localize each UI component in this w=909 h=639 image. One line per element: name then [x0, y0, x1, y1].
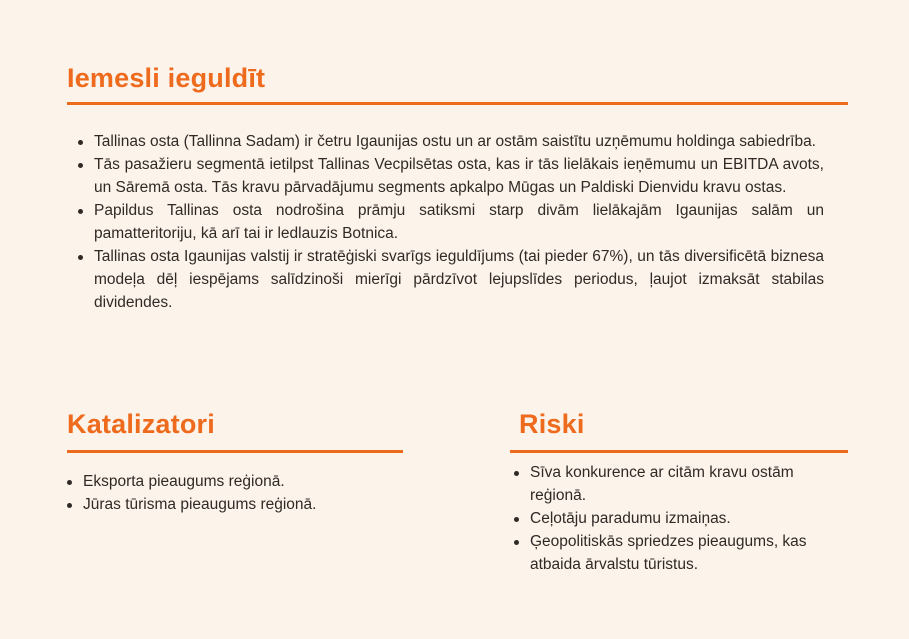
catalysts-list: [67, 470, 403, 516]
reasons-list-item: Tās pasažieru segmentā ietilpst Tallinas Vecpilsētas osta, kas ir tās lielākais ieņēmumu un EBITDA avots, un Sāremā osta. Tās kravu pārvadājumu segments apkalpo Mūgas un Paldiski Dienvidu kravu ostas.: [78, 153, 824, 199]
reasons-divider: [67, 102, 848, 105]
reasons-list-item: Papildus Tallinas osta nodrošina prāmju satiksmi starp divām lielākajām Igaunijas salām un pamatteritoriju, kā arī tai ir ledlauzis Botnica.: [78, 199, 824, 245]
risks-list-item: Ceļotāju paradumu izmaiņas.: [514, 507, 848, 530]
catalysts-list-item: Jūras tūrisma pieaugums reģionā.: [67, 493, 403, 516]
catalysts-list-item: Eksporta pieaugums reģionā.: [67, 470, 403, 493]
risks-list-item: Ģeopolitiskās spriedzes pieaugums, kas atbaida ārvalstu tūristus.: [514, 530, 848, 576]
risks-list: [514, 461, 848, 576]
reasons-list: [78, 130, 824, 314]
catalysts-divider: [67, 450, 403, 453]
reasons-list-item: Tallinas osta Igaunijas valstij ir stratēģiski svarīgs ieguldījums (tai pieder 67%), un tās diversificētā biznesa modeļa dēļ iespējams salīdzinoši mierīgi pārdzīvot lejupslīdes periodus, ļaujot izmaksāt stabilas dividendes.: [78, 245, 824, 314]
risks-heading: Riski: [519, 409, 585, 439]
risks-divider: [510, 450, 848, 453]
risks-list-item: Sīva konkurence ar citām kravu ostām reģionā.: [514, 461, 848, 507]
reasons-list-item: Tallinas osta (Tallinna Sadam) ir četru Igaunijas ostu un ar ostām saistītu uzņēmumu holdinga sabiedrība.: [78, 130, 824, 153]
reasons-heading: Iemesli ieguldīt: [67, 63, 266, 93]
catalysts-heading: Katalizatori: [67, 409, 215, 439]
